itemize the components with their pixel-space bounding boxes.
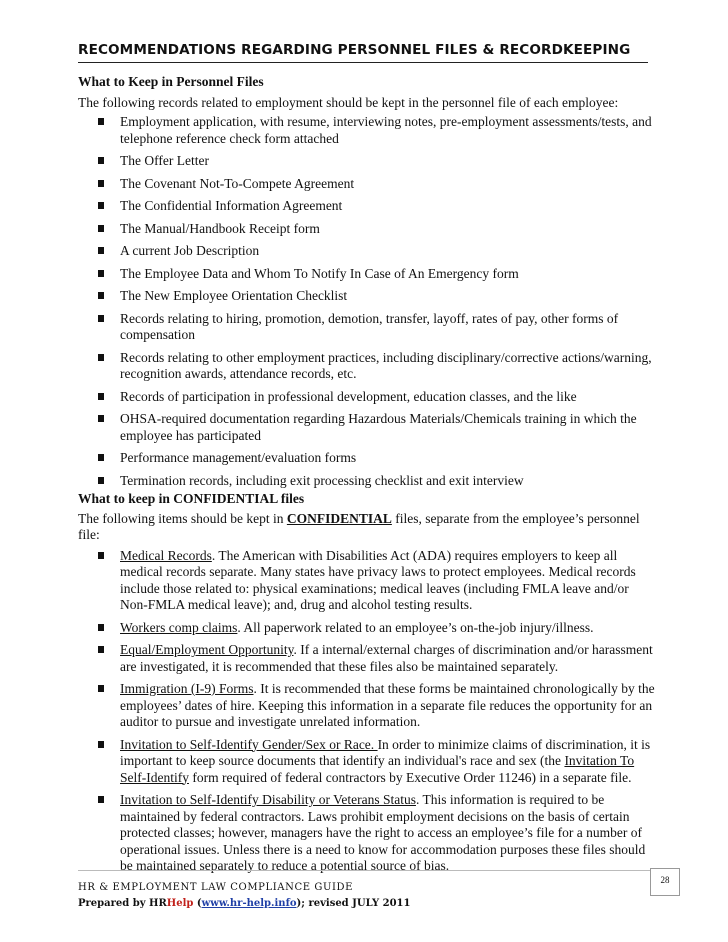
list-item	[78, 450, 658, 467]
bullet-icon	[98, 270, 104, 277]
list-item-text: Records relating to hiring, promotion, demotion, transfer, layoff, rates of pay, other forms of compensation	[120, 310, 619, 342]
list-item	[78, 243, 658, 260]
list-item-text: . If a internal/external charges of discrimination and/or harassment are investigated, it is recommended that these files also be maintained separately.	[120, 642, 653, 674]
list-item-text: Employment application, with resume, interviewing notes, pre-employment assessments/tests, and telephone reference check form attached	[120, 114, 652, 146]
footer-website-link[interactable]: www.hr-help.info	[201, 898, 297, 909]
list-item	[78, 792, 658, 875]
bullet-icon	[98, 646, 104, 653]
list-item	[78, 473, 658, 490]
confidential-file-list	[78, 548, 658, 875]
list-item-text: Records of participation in professional development, education classes, and the like	[120, 388, 577, 404]
bullet-icon	[98, 292, 104, 299]
list-item-text: . It is recommended that these forms be maintained chronologically by the employees’ dates of hire. Keeping this information in a separate file reduces the opportunity for an auditor to pursue and investigate unrelated information.	[120, 681, 655, 729]
list-item	[78, 198, 658, 215]
bullet-icon	[98, 157, 104, 164]
list-item-text: . All paperwork related to an employee’s on-the-job injury/illness.	[237, 619, 594, 635]
footer-divider	[78, 870, 658, 871]
list-item-text: The Offer Letter	[120, 153, 209, 168]
list-item	[78, 288, 658, 305]
bullet-icon	[98, 225, 104, 232]
bullet-icon	[98, 552, 104, 559]
list-item-term-2: Invitation To Self-Identify	[120, 753, 635, 785]
list-item	[78, 737, 658, 787]
list-item-text: . This information is required to be maintained by federal contractors. Laws prohibit employment decisions on the basis of certain protected classes; however, managers have the right to access an employee’s file for a number of operational issues. Unless there is a need to know for accommodation purposes these files should be maintained separately to reduce a potential source of bias.	[120, 792, 646, 873]
list-item-text: The New Employee Orientation Checklist	[120, 288, 348, 303]
list-item-text: OHSA-required documentation regarding Hazardous Materials/Chemicals training in which the employee has participated	[120, 411, 637, 443]
list-item	[78, 266, 658, 283]
list-item-text: A current Job Description	[120, 243, 260, 258]
bullet-icon	[98, 118, 104, 125]
bullet-icon	[98, 202, 104, 209]
page-title: RECOMMENDATIONS REGARDING PERSONNEL FILES & RECORDKEEPING	[78, 42, 631, 58]
footer-help-brand: Help	[166, 898, 194, 909]
list-item-text: The Covenant Not-To-Compete Agreement	[120, 175, 355, 191]
list-item-text: The Employee Data and Whom To Notify In Case of An Emergency form	[120, 265, 519, 281]
bullet-icon	[98, 415, 104, 422]
page-number: 28	[650, 868, 680, 896]
bullet-icon	[98, 393, 104, 400]
list-item	[78, 642, 658, 675]
list-item	[78, 681, 658, 731]
list-item-term: Immigration (I-9) Forms	[120, 681, 254, 696]
list-item	[78, 389, 658, 406]
bullet-icon	[98, 354, 104, 361]
page-content	[78, 74, 658, 881]
list-item-text: The Confidential Information Agreement	[120, 198, 343, 213]
list-item-term: Equal/Employment Opportunity	[120, 642, 294, 657]
list-item-text: Records relating to other employment practices, including disciplinary/corrective actions/warning, recognition awards, attendance records, etc.	[120, 349, 652, 381]
bullet-icon	[98, 180, 104, 187]
bullet-icon	[98, 741, 104, 748]
list-item-term: Invitation to Self-Identify Gender/Sex or Race.	[120, 736, 378, 752]
list-item	[78, 153, 658, 170]
list-item-term: Workers comp claims	[120, 619, 238, 635]
list-item-term: Invitation to Self-Identify Disability or Veterans Status	[120, 792, 416, 807]
footer-open-paren: (	[193, 898, 202, 909]
list-item	[78, 114, 658, 147]
bullet-icon	[98, 685, 104, 692]
list-item	[78, 350, 658, 383]
section2-intro-before: The following items should be kept in	[78, 510, 287, 526]
bullet-icon	[98, 624, 104, 631]
list-item	[78, 221, 658, 238]
footer-prepared-text: Prepared by HR	[78, 898, 167, 909]
personnel-file-list	[78, 114, 658, 489]
list-item-text: Termination records, including exit processing checklist and exit interview	[120, 472, 524, 488]
list-item-text: . The American with Disabilities Act (ADA) requires employers to keep all medical records separate. Many states have privacy laws to protect employees. Medical records include those related to: physical examinations; medical leaves (including FMLA leave and/or Non-FMLA medical leave); and, drug and alcohol testing results.	[120, 547, 636, 612]
list-item	[78, 411, 658, 444]
title-underline	[78, 62, 648, 63]
bullet-icon	[98, 315, 104, 322]
section1-heading: What to Keep in Personnel Files	[78, 74, 264, 89]
list-item	[78, 311, 658, 344]
list-item-text: The Manual/Handbook Receipt form	[120, 220, 320, 236]
list-item-text: Performance management/evaluation forms	[120, 450, 357, 465]
list-item-text: form required of federal contractors by Executive Order 11246) in a separate file.	[188, 769, 632, 785]
section1-intro: The following records related to employment should be kept in the personnel file of each employee:	[78, 94, 619, 110]
footer-guide-title: HR & EMPLOYMENT LAW COMPLIANCE GUIDE	[78, 882, 354, 893]
bullet-icon	[98, 454, 104, 461]
bullet-icon	[98, 247, 104, 254]
list-item-term: Medical Records	[120, 547, 212, 563]
page-footer	[78, 880, 658, 912]
list-item	[78, 176, 658, 193]
section2-intro	[78, 511, 658, 544]
list-item	[78, 548, 658, 614]
section2-intro-after: files, separate from the employee’s personnel file:	[78, 510, 640, 542]
footer-prepared-by	[78, 896, 658, 912]
footer-revised-text: ); revised JULY 2011	[296, 898, 411, 909]
list-item	[78, 620, 658, 637]
section2-heading: What to keep in CONFIDENTIAL files	[78, 491, 305, 506]
bullet-icon	[98, 796, 104, 803]
list-item-text-a: In order to minimize claims of discrimination, it is important to keep source documents that identify an individual's race and sex (the	[120, 736, 651, 768]
bullet-icon	[98, 477, 104, 484]
confidential-emphasis: CONFIDENTIAL	[286, 510, 392, 526]
